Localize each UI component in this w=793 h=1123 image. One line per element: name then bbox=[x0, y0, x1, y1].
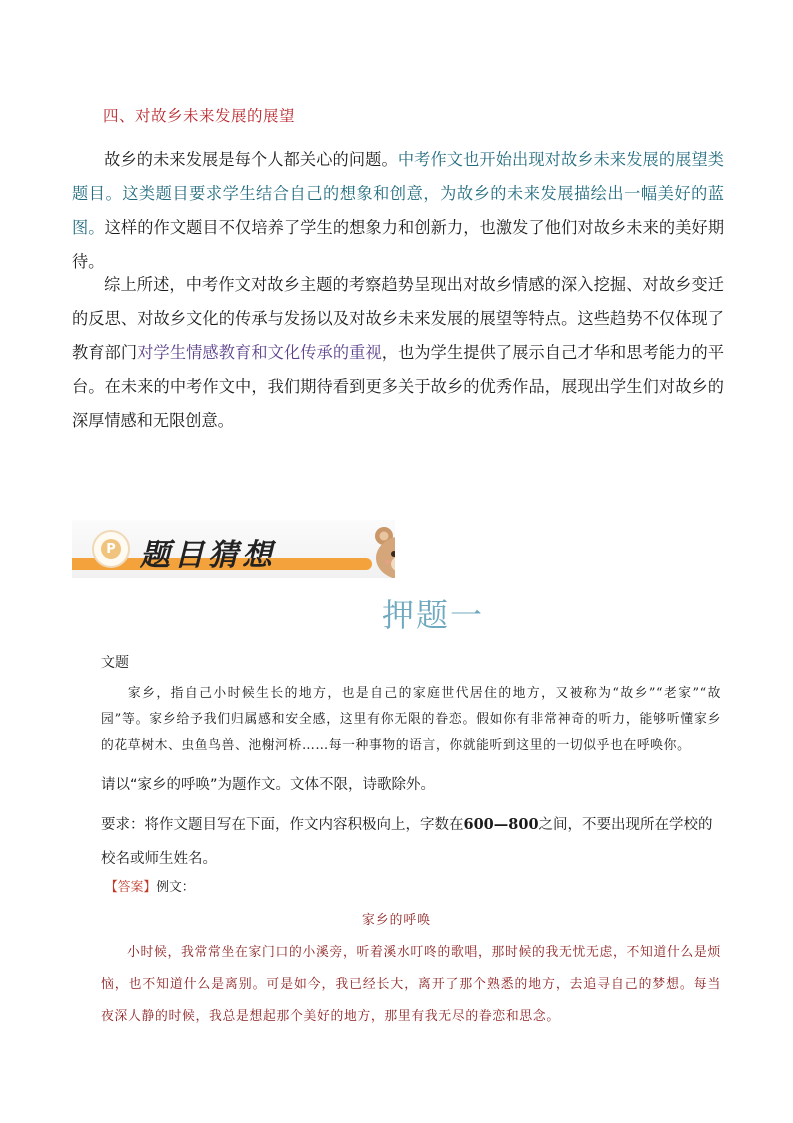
requirement-before: 要求：将作文题目写在下面，作文内容积极向上，字数在 bbox=[101, 817, 464, 833]
answer-tag: 【答案】 bbox=[105, 880, 157, 895]
paragraph2-text: 综上所述，中考作文对故乡主题的考察趋势呈现出对故乡情感的深入挖掘、对故乡变迁的反思、对故乡文化的传承与发扬以及对故乡未来发展的展望等特点。这些趋势不仅体现了教育部门 bbox=[72, 275, 724, 362]
p-badge-letter: P bbox=[101, 539, 121, 559]
paragraph1-text: 故乡的未来发展是每个人都关心的问题。 bbox=[104, 150, 398, 169]
essay-topic-label: 文题 bbox=[101, 655, 129, 671]
p-badge-icon bbox=[92, 530, 130, 568]
paragraph1-text-end: 这样的作文题目不仅培养了学生的想象力和创新力，也激发了他们对故乡未来的美好期待。 bbox=[72, 218, 725, 271]
sample-essay-title: 家乡的呼唤 bbox=[362, 913, 431, 928]
essay-instruction: 请以“家乡的呼唤”为题作文。文体不限，诗歌除外。 bbox=[101, 777, 436, 793]
bear-icon bbox=[372, 524, 395, 578]
paragraph2-text-end: ，也为学生提供了展示自己才华和思考能力的平台。在未来的中考作文中，我们期待看到更多关于故乡的优秀作品，展现出学生们对故乡的深厚情感和无限创意。 bbox=[72, 343, 725, 430]
essay-prompt-text: 家乡，指自己小时候生长的地方，也是自己的家庭世代居住的地方，又被称为“故乡”“老家”“故园”等。家乡给予我们归属感和安全感，这里有你无限的眷恋。假如你有非常神奇的听力，能够听懂家乡的花草树木、虫鱼鸟兽、池榭河桥……每一种事物的语言，你就能听到这里的一切似乎也在呼唤你。 bbox=[101, 686, 721, 753]
prediction-title: 押题一 bbox=[382, 596, 485, 634]
requirement-after: 之间，不要出现所在学校的校名或师生姓名。 bbox=[101, 817, 713, 867]
banner-title: 题目猜想 bbox=[140, 538, 276, 573]
essay-prompt bbox=[101, 681, 721, 759]
section-heading: 四、对故乡未来发展的展望 bbox=[103, 107, 296, 125]
paragraph-summary bbox=[72, 268, 724, 438]
paragraph2-highlight: 对学生情感教育和文化传承的重视 bbox=[137, 343, 382, 362]
sample-essay-text: 小时候，我常常坐在家门口的小溪旁，听着溪水叮咚的歌唱，那时候的我无忧无虑，不知道什么是烦恼，也不知道什么是离别。可是如今，我已经长大，离开了那个熟悉的地方，去追寻自己的梦想。每当夜深人静的时候，我总是想起那个美好的地方，那里有我无尽的眷恋和思念。 bbox=[101, 945, 721, 1024]
answer-label: 例文： bbox=[156, 880, 195, 895]
requirement-word-range: 600—800 bbox=[463, 816, 539, 833]
topic-guess-banner bbox=[72, 520, 395, 578]
sample-essay-body bbox=[101, 937, 721, 1033]
answer-heading bbox=[105, 876, 195, 895]
paragraph-future-outlook bbox=[72, 143, 724, 279]
essay-requirement bbox=[101, 808, 726, 876]
paragraph1-highlight: 中考作文也开始出现对故乡未来发展的展望类题目。这类题目要求学生结合自己的想象和创意，为故乡的未来发展描绘出一幅美好的蓝图。 bbox=[72, 150, 724, 237]
